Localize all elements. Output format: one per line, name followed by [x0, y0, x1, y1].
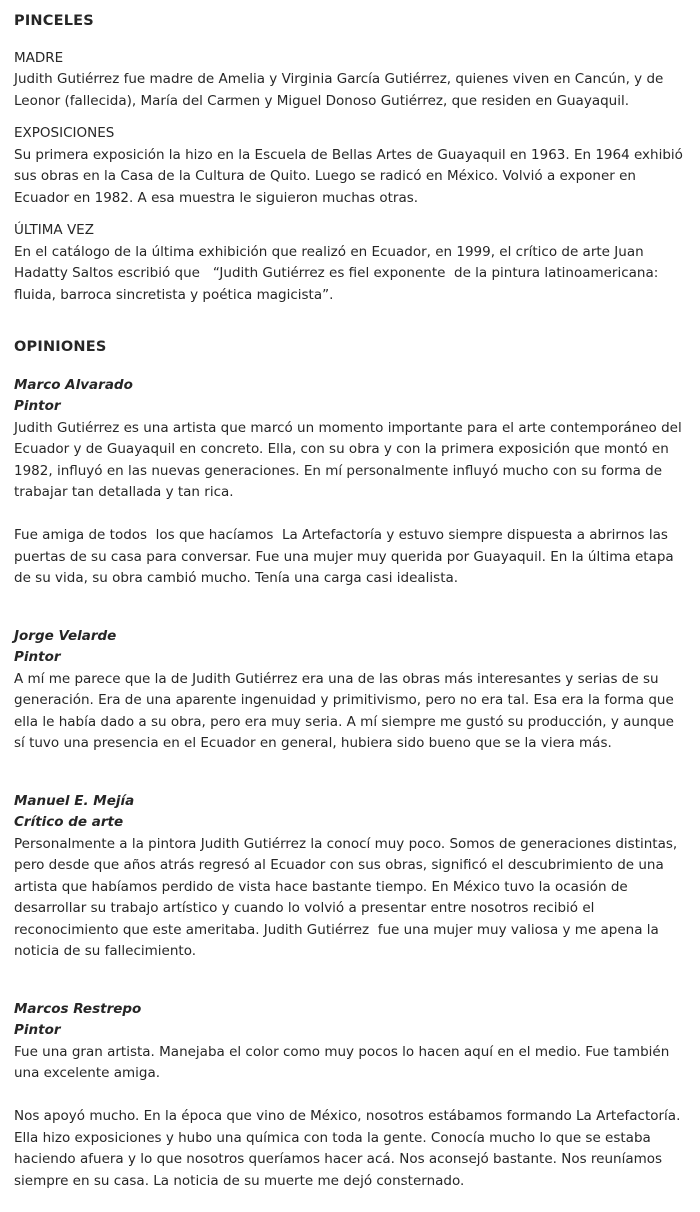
opinion-paragraph: Judith Gutiérrez es una artista que marcó un momento importante para el arte contemporáneo del Ecuador y de Guayaquil en concreto. Ella, con su obra y con la primera exposición que montó en 1982, influyó en las nuevas generaciones. En mí personalmente influyó mucho con su forma de trabajar tan detallada y tan rica. [14, 419, 687, 500]
opinion-paragraph: Fue una gran artista. Manejaba el color como muy pocos lo hacen aquí en el medio. Fue también una excelente amiga. [14, 1043, 674, 1081]
opinion-author-role: Crítico de arte [14, 814, 124, 830]
opinion-author-role: Pintor [14, 398, 61, 414]
opinion-author-name: Manuel E. Mejía [14, 792, 135, 809]
opinion-manuel-mejia [14, 791, 686, 963]
opinion-paragraph: Nos apoyó mucho. En la época que vino de México, nosotros estábamos formando La Artefactoría. Ella hizo exposiciones y hubo una química con toda la gente. Conocía mucho lo que se estaba haciendo afuera y lo que nosotros queríamos hacer acá. Nos aconsejó bastante. Nos reuníamos siempre en su casa. La noticia de su muerte me dejó consternado. [14, 1108, 685, 1189]
opinion-author-role: Pintor [14, 649, 61, 665]
opinion-marcos-restrepo [14, 999, 686, 1193]
opinion-author-name: Marco Alvarado [14, 376, 133, 393]
opinion-paragraph: Fue amiga de todos los que hacíamos La Artefactoría y estuvo siempre dispuesta a abrirnos las puertas de su casa para conversar. Fue una mujer muy querida por Guayaquil. En la última etapa de su vida, su obra cambió mucho. Tenía una carga casi idealista. [14, 527, 678, 586]
section-heading-madre: MADRE [14, 49, 64, 66]
section-madre [14, 48, 686, 113]
opinions-title: OPINIONES [14, 339, 107, 355]
opinion-paragraph: Personalmente a la pintora Judith Gutiérrez la conocí muy poco. Somos de generaciones distintas, pero desde que años atrás regresó al Ecuador con sus obras, significó el descubrimiento de una artista que habíamos perdido de vista hace bastante tiempo. En México tuvo la ocasión de desarrollar su trabajo artístico y cuando lo volvió a presentar entre nosotros recibió el reconocimiento que este ameritaba. Judith Gutiérrez fue una mujer muy valiosa y me apena la noticia de su fallecimiento. [14, 835, 682, 959]
section-heading-ultima-vez: ÚLTIMA VEZ [14, 222, 94, 238]
opinion-paragraph: A mí me parece que la de Judith Gutiérrez era una de las obras más interesantes y serias de su generación. Era de una aparente ingenuidad y primitivismo, pero no era tal. Esa era la forma que ella le había dado a su obra, pero era muy seria. A mí siempre me gustó su producción, y aunque sí tuvo una presencia en el Ecuador en general, hubiera sido bueno que se la viera más. [14, 670, 679, 751]
opinion-author-name: Jorge Velarde [14, 627, 117, 644]
section-ultima-vez [14, 220, 686, 306]
page-title: PINCELES [14, 13, 94, 29]
opinion-author-name: Marcos Restrepo [14, 1000, 142, 1017]
section-paragraph: En el catálogo de la última exhibición que realizó en Ecuador, en 1999, el crítico de arte Juan Hadatty Saltos escribió que “Judith Gutiérrez es fiel exponente de la pintura latinoamericana: fluida, barroca sincretista y poética magicista”. [14, 243, 663, 303]
opinion-jorge-velarde [14, 626, 686, 755]
section-paragraph: Judith Gutiérrez fue madre de Amelia y Virginia García Gutiérrez, quienes viven en Cancún, y de Leonor (fallecida), María del Carmen y Miguel Donoso Gutiérrez, que residen en Guayaquil. [14, 71, 668, 109]
section-heading-exposiciones: EXPOSICIONES [14, 125, 115, 141]
opinion-marco-alvarado [14, 375, 686, 590]
section-exposiciones [14, 123, 686, 209]
opinion-author-role: Pintor [14, 1022, 61, 1038]
section-paragraph: Su primera exposición la hizo en la Escuela de Bellas Artes de Guayaquil en 1963. En 1964 exhibió sus obras en la Casa de la Cultura de Quito. Luego se radicó en México. Volvió a exponer en Ecuador en 1982. A esa muestra le siguieron muchas otras. [14, 146, 688, 206]
